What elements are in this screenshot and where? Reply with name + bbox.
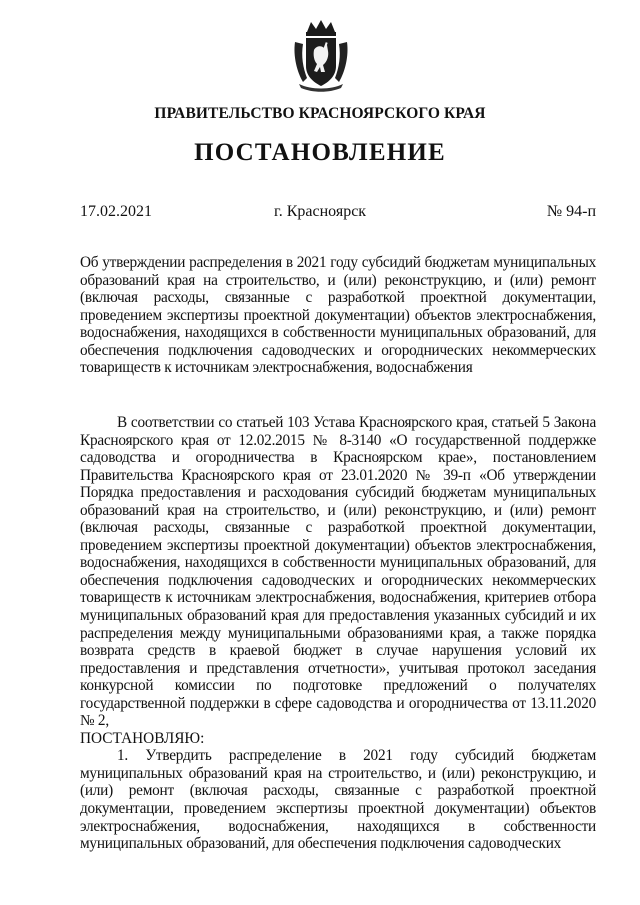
document-body	[80, 414, 596, 853]
coat-of-arms-icon	[293, 18, 349, 92]
document-city: г. Красноярск	[273, 203, 367, 220]
document-subject: Об утверждении распределения в 2021 году субсидий бюджетам муниципальных образований края на строительство, и (или) реконструкцию, и (или) ремонт (включая расходы, связанные с разработкой проектной документации, проведением экспертизы проектной документации) объектов электроснабжения, водоснабжения, находящихся в собственности муниципальных образований, для обеспечения подключения садоводческих и огороднических некоммерческих товариществ к источникам электроснабжения, водоснабжения	[80, 254, 596, 377]
document-number: № 94-п	[546, 203, 596, 220]
organization-title: ПРАВИТЕЛЬСТВО КРАСНОЯРСКОГО КРАЯ	[154, 105, 486, 122]
document-type-title: ПОСТАНОВЛЕНИЕ	[194, 139, 446, 166]
preamble-paragraph: В соответствии со статьей 103 Устава Красноярского края, статьей 5 Закона Красноярского края от 12.02.2015 № 8-3140 «О государственной поддержке садоводства и огородничества в Красноярском крае», постановлением Правительства Красноярского края от 23.01.2020 № 39-п «Об утверждении Порядка предоставления и расходования субсидий бюджетам муниципальных образований края на строительство, и (или) реконструкцию, и (или) ремонт (включая расходы, связанные с разработкой проектной документации, проведением экспертизы проектной документации) объектов электроснабжения, водоснабжения, находящихся в собственности муниципальных образований, для обеспечения подключения садоводческих и огороднических некоммерческих товариществ к источникам электроснабжения, водоснабжения, критериев отбора муниципальных образований края для предоставления указанных субсидий и их распределения между муниципальными образованиями края, а также порядка возврата средств в краевой бюджет в случае нарушения условий их предоставления и представления отчетности», учитывая протокол заседания конкурсной комиссии по подготовке предложений о получателях государственной поддержки в сфере садоводства и огородничества от 13.11.2020 № 2,	[80, 414, 596, 730]
resolve-word: ПОСТАНОВЛЯЮ:	[80, 729, 205, 747]
document-date: 17.02.2021	[80, 203, 152, 220]
item-1-paragraph: 1. Утвердить распределение в 2021 году субсидий бюджетам муниципальных образований края на строительство, и (или) реконструкцию, и (или) ремонт (включая расходы, связанные с разработкой проектной документации, проведением экспертизы проектной документации) объектов электроснабжения, водоснабжения, находящихся в собственности муниципальных образований, для обеспечения подключения садоводческих	[80, 747, 596, 853]
